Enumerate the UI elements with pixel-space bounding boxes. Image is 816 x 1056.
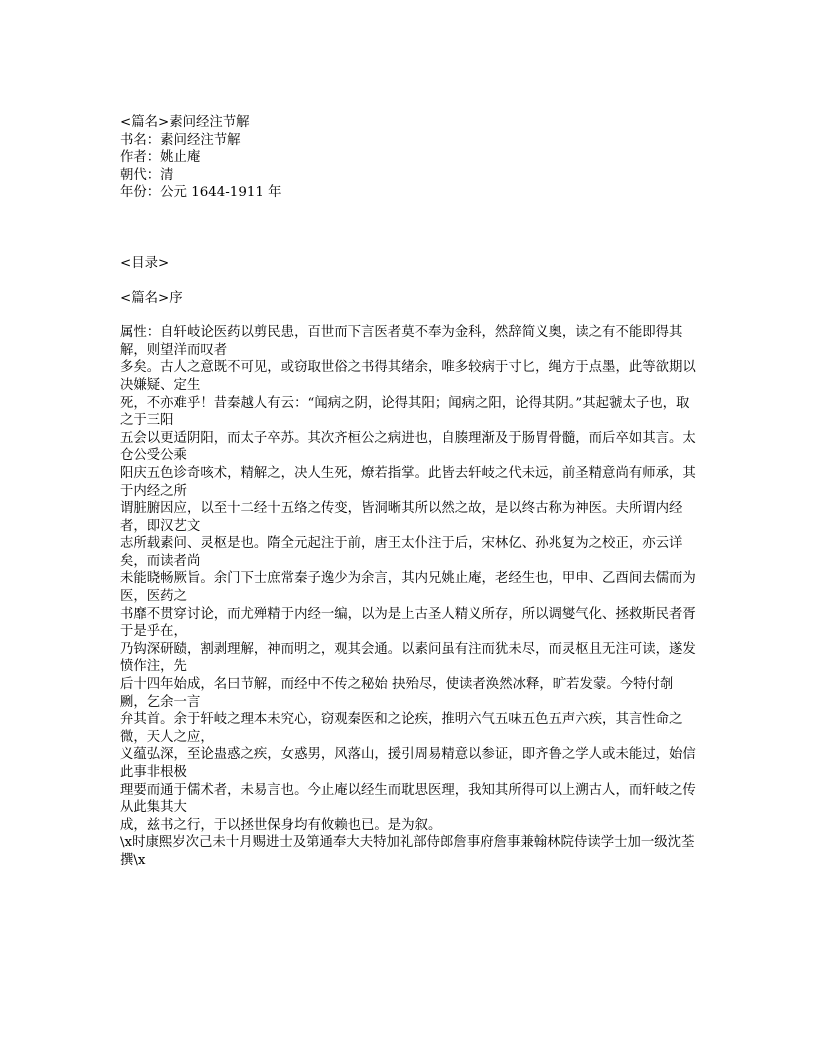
body-line: 志所载素问、灵枢是也。隋全元起注于前，唐王太仆注于后，宋林亿、孙兆复为之校正，亦云详矣，而读者尚 — [120, 536, 683, 569]
title-line: <篇名>素问经注节解 — [120, 115, 250, 130]
spacer — [120, 307, 700, 324]
body-line: 未能晓畅厥旨。余门下士庶常秦子逸少为余言，其内兄姚止庵，老经生也，甲申、乙酉间去儒而为医，医药之 — [120, 571, 696, 605]
colophon-line: \x时康熙岁次己未十月赐进士及第通奉大夫特加礼部侍郎詹事府詹事兼翰林院侍读学士加一级沈荃撰\x — [120, 835, 695, 868]
body-line: 后十四年始成，名曰节解，而经中不传之秘始 抉殆尽，使读者涣然冰释，旷若发蒙。今特付剞劂，乞余一言 — [120, 677, 674, 710]
body-line: 弁其首。余于轩岐之理本未究心，窃观秦医和之论疾，推明六气五味五色五声六疾，其言性命之微，天人之应， — [120, 712, 683, 745]
author: 作者：姚止庵 — [120, 150, 201, 166]
body-line: 理要而通于儒术者，未易言也。今止庵以经生而耽思医理，我知其所得可以上溯古人，而轩岐之传从此集其大 — [120, 782, 696, 816]
dynasty: 朝代：清 — [120, 167, 174, 183]
document-page — [120, 114, 700, 870]
body-line: 谓脏腑因应，以至十二经十五络之传变，皆洞晰其所以然之故，是以终古称为神医。夫所谓内经者，即汉艺文 — [120, 501, 683, 534]
book-name: 书名：素问经注节解 — [120, 132, 241, 148]
body-line: 阳庆五色诊奇咳术，精解之，决人生死，燎若指掌。此皆去轩岐之代未远，前圣精意尚有师承，其于内经之所 — [120, 465, 696, 499]
spacer — [120, 202, 700, 255]
body-line: 义蕴弘深，至论蛊惑之疾，女惑男，风落山，援引周易精意以参证，即齐鲁之学人或未能过，始信此事非根极 — [120, 747, 696, 780]
body-text — [120, 324, 700, 869]
body-line: 死，不亦难乎！昔秦越人有云：“闻病之阴，论得其阳；闻病之阳，论得其阴。”其起虢太子也，取之于三阳 — [120, 395, 690, 429]
body-line: 多矣。古人之意既不可见，或窃取世俗之书得其绪余，唯多较病于寸匕，绳方于点墨，此等欲期以决嫌疑、定生 — [120, 360, 696, 393]
body-line: 五会以更适阴阳，而太子卒苏。其次齐桓公之病进也，自腠理渐及于肠胃骨髓，而后卒如其言。太仓公受公乘 — [120, 430, 696, 464]
toc-label: <目录> — [120, 255, 170, 271]
body-line: 书靡不贯穿讨论，而尤殚精于内经一编，以为是上古圣人精义所存，所以调燮气化、拯救斯民者胥于是乎在， — [120, 606, 696, 640]
body-line: 乃钩深研赜，割剥理解，神而明之，观其会通。以素问虽有注而犹未尽，而灵枢且无注可读，遂发愤作注，先 — [120, 641, 696, 675]
body-line: 成，兹书之行，于以拯世保身均有攸赖也已。是为叙。 — [120, 817, 442, 833]
years: 年份：公元 1644-1911 年 — [120, 185, 282, 201]
spacer — [120, 273, 700, 290]
section-title: <篇名>序 — [120, 290, 183, 306]
body-line: 属性：自轩岐论医药以剪民患，百世而下言医者莫不奉为金科，然辞简义奥，读之有不能即得其解，则望洋而叹者 — [120, 325, 683, 358]
